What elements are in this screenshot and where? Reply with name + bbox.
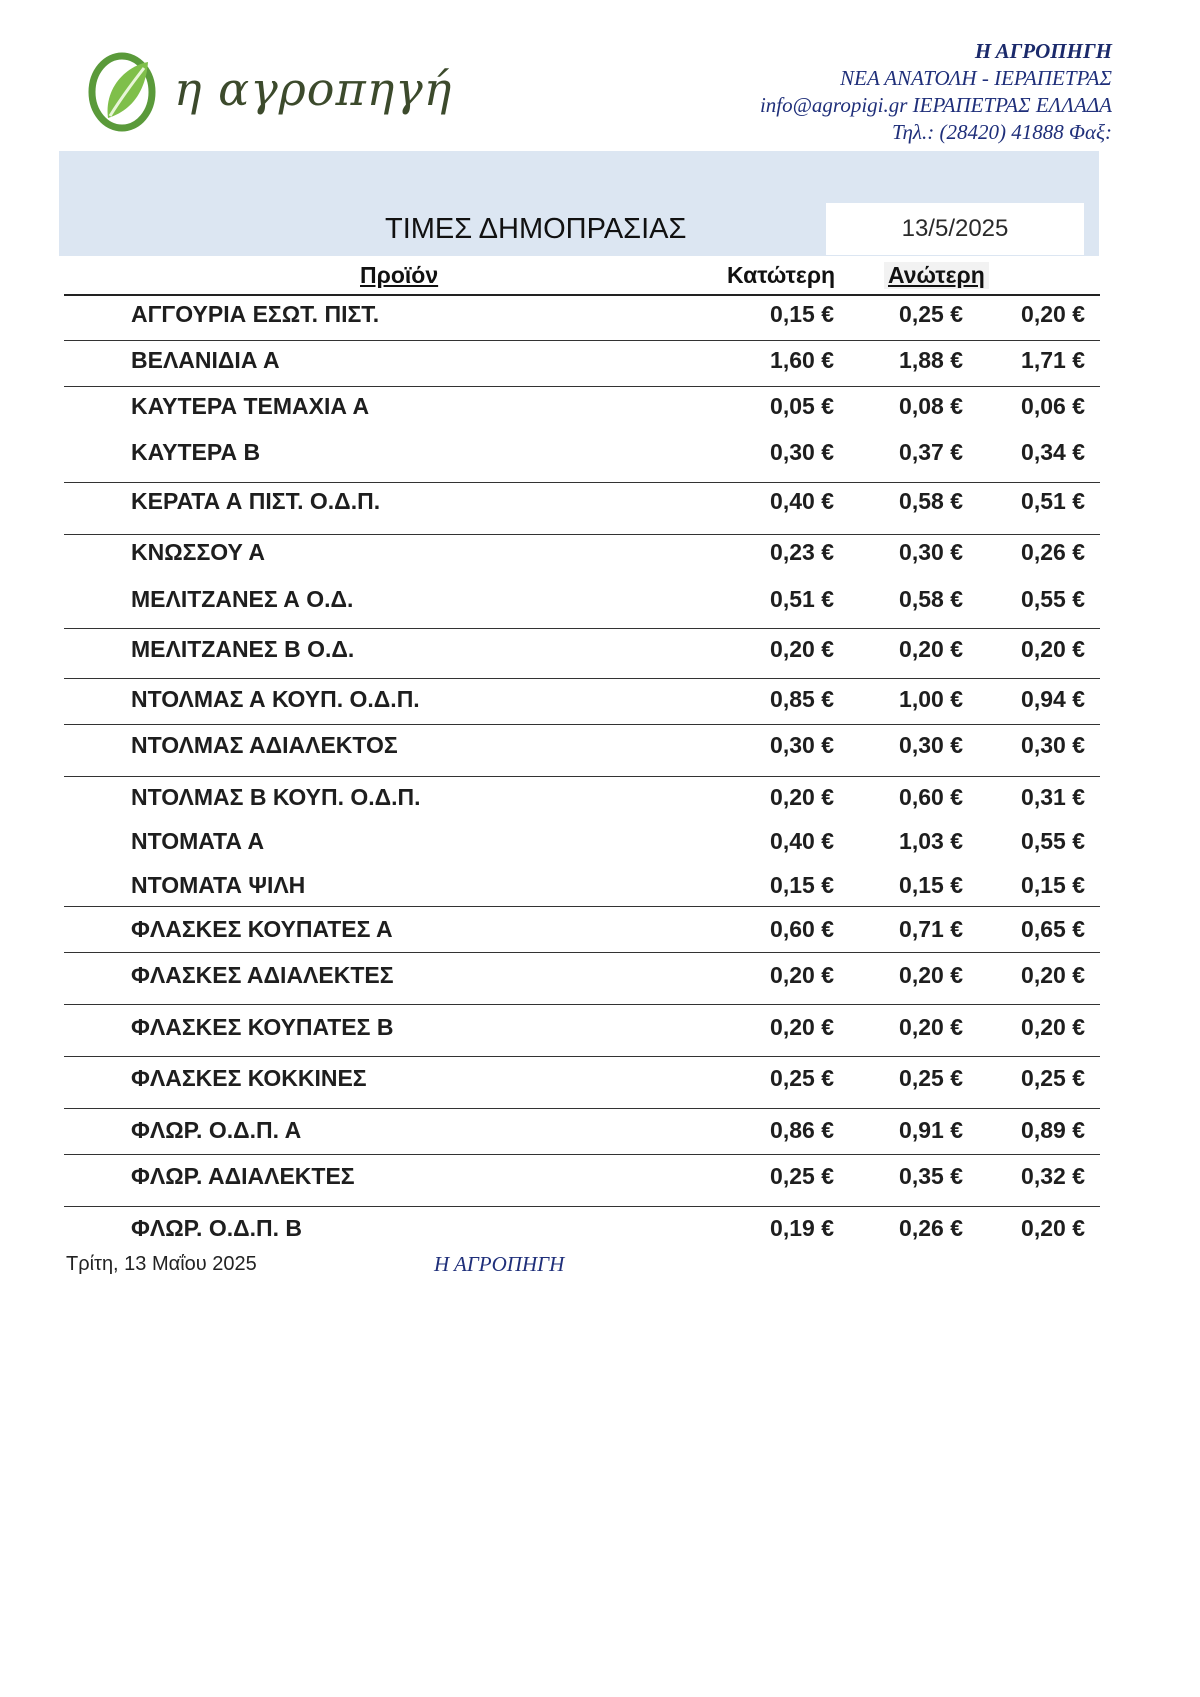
table-row (0, 872, 1200, 904)
price-average: 0,55 € (1021, 586, 1085, 612)
price-high: 0,37 € (899, 439, 963, 465)
price-low: 0,15 € (770, 872, 834, 898)
page-title: ΤΙΜΕΣ ΔΗΜΟΠΡΑΣΙΑΣ (385, 213, 687, 245)
footer-company: Η ΑΓΡΟΠΗΓΗ (434, 1252, 565, 1276)
table-row (0, 488, 1200, 520)
price-average: 0,26 € (1021, 539, 1085, 565)
price-high: 1,03 € (899, 828, 963, 854)
price-high: 0,58 € (899, 586, 963, 612)
table-row (0, 686, 1200, 718)
auction-date: 13/5/2025 (826, 203, 1084, 255)
row-divider (64, 1004, 1100, 1005)
column-header-high: Ανώτερη (884, 262, 989, 289)
price-average: 0,89 € (1021, 1117, 1085, 1143)
price-high: 0,15 € (899, 872, 963, 898)
product-name: ΝΤΟΛΜΑΣ Β ΚΟΥΠ. Ο.Δ.Π. (131, 784, 421, 810)
price-low: 0,19 € (770, 1215, 834, 1241)
price-average: 0,20 € (1021, 301, 1085, 327)
price-low: 0,20 € (770, 784, 834, 810)
price-average: 0,20 € (1021, 1014, 1085, 1040)
product-name: ΚΕΡΑΤΑ Α ΠΙΣΤ. Ο.Δ.Π. (131, 488, 381, 514)
row-divider (64, 952, 1100, 953)
price-high: 0,20 € (899, 1014, 963, 1040)
table-row (0, 393, 1200, 425)
price-average: 0,20 € (1021, 636, 1085, 662)
price-average: 0,55 € (1021, 828, 1085, 854)
column-header-low: Κατώτερη (727, 262, 836, 288)
table-row (0, 828, 1200, 860)
price-low: 0,30 € (770, 732, 834, 758)
product-name: ΦΛΩΡ. Ο.Δ.Π. Β (131, 1215, 303, 1241)
table-row (0, 962, 1200, 994)
table-row (0, 301, 1200, 333)
price-high: 0,20 € (899, 962, 963, 988)
price-average: 0,94 € (1021, 686, 1085, 712)
footer-date: Τρίτη, 13 Μαΐου 2025 (66, 1253, 257, 1275)
price-high: 0,30 € (899, 732, 963, 758)
price-high: 0,30 € (899, 539, 963, 565)
price-average: 0,51 € (1021, 488, 1085, 514)
price-high: 0,71 € (899, 916, 963, 942)
product-name: ΚΑΥΤΕΡΑ Β (131, 439, 261, 465)
price-high: 0,60 € (899, 784, 963, 810)
row-divider (64, 386, 1100, 387)
company-name: Η ΑΓΡΟΠΗΓΗ (974, 39, 1112, 63)
table-row (0, 784, 1200, 816)
price-average: 0,20 € (1021, 962, 1085, 988)
price-low: 0,25 € (770, 1065, 834, 1091)
table-row (0, 539, 1200, 571)
table-row (0, 439, 1200, 471)
price-low: 0,86 € (770, 1117, 834, 1143)
price-low: 0,20 € (770, 636, 834, 662)
table-row (0, 732, 1200, 764)
price-low: 0,20 € (770, 962, 834, 988)
table-row (0, 1163, 1200, 1195)
price-average: 0,34 € (1021, 439, 1085, 465)
company-phone: Τηλ.: (28420) 41888 Φαξ: (891, 120, 1112, 144)
table-row (0, 1215, 1200, 1247)
price-low: 0,60 € (770, 916, 834, 942)
row-divider (64, 482, 1100, 483)
row-divider (64, 1206, 1100, 1207)
product-name: ΦΛΩΡ. ΑΔΙΑΛΕΚΤΕΣ (131, 1163, 355, 1189)
price-low: 0,85 € (770, 686, 834, 712)
table-row (0, 1014, 1200, 1046)
row-divider (64, 534, 1100, 535)
table-row (0, 1117, 1200, 1149)
price-high: 1,88 € (899, 347, 963, 373)
price-average: 0,65 € (1021, 916, 1085, 942)
row-divider (64, 1056, 1100, 1057)
company-info (760, 38, 1112, 146)
price-low: 0,40 € (770, 488, 834, 514)
product-name: ΝΤΟΛΜΑΣ ΑΔΙΑΛΕΚΤΟΣ (131, 732, 398, 758)
row-divider (64, 906, 1100, 907)
row-divider (64, 724, 1100, 725)
price-low: 0,15 € (770, 301, 834, 327)
price-high: 1,00 € (899, 686, 963, 712)
price-low: 1,60 € (770, 347, 834, 373)
price-average: 0,20 € (1021, 1215, 1085, 1241)
price-high: 0,25 € (899, 1065, 963, 1091)
leaf-icon (86, 48, 166, 138)
table-row (0, 916, 1200, 948)
row-divider (64, 294, 1100, 296)
product-name: ΦΛΑΣΚΕΣ ΚΟΚΚΙΝΕΣ (131, 1065, 367, 1091)
column-header-product: Προϊόν (360, 262, 439, 288)
product-name: ΝΤΟΛΜΑΣ Α ΚΟΥΠ. Ο.Δ.Π. (131, 686, 420, 712)
row-divider (64, 1108, 1100, 1109)
row-divider (64, 340, 1100, 341)
table-row (0, 586, 1200, 618)
price-low: 0,40 € (770, 828, 834, 854)
company-location: ΝΕΑ ΑΝΑΤΟΛΗ - ΙΕΡΑΠΕΤΡΑΣ (840, 66, 1112, 90)
product-name: ΦΛΑΣΚΕΣ ΚΟΥΠΑΤΕΣ Β (131, 1014, 394, 1040)
row-divider (64, 776, 1100, 777)
price-low: 0,23 € (770, 539, 834, 565)
product-name: ΒΕΛΑΝΙΔΙΑ Α (131, 347, 280, 373)
price-low: 0,05 € (770, 393, 834, 419)
product-name: ΦΛΑΣΚΕΣ ΚΟΥΠΑΤΕΣ Α (131, 916, 393, 942)
logo-wordmark: η αγροπηγή (174, 62, 453, 116)
price-high: 0,35 € (899, 1163, 963, 1189)
product-name: ΝΤΟΜΑΤΑ ΨΙΛΗ (131, 872, 306, 898)
price-average: 0,32 € (1021, 1163, 1085, 1189)
price-average: 0,15 € (1021, 872, 1085, 898)
table-row (0, 636, 1200, 668)
table-row (0, 1065, 1200, 1097)
price-average: 0,25 € (1021, 1065, 1085, 1091)
product-name: ΝΤΟΜΑΤΑ Α (131, 828, 265, 854)
product-name: ΜΕΛΙΤΖΑΝΕΣ Α Ο.Δ. (131, 586, 354, 612)
price-low: 0,51 € (770, 586, 834, 612)
price-average: 0,06 € (1021, 393, 1085, 419)
product-name: ΚΝΩΣΣΟΥ Α (131, 539, 266, 565)
price-high: 0,91 € (899, 1117, 963, 1143)
product-name: ΑΓΓΟΥΡΙΑ ΕΣΩΤ. ΠΙΣΤ. (131, 301, 380, 327)
table-row (0, 347, 1200, 379)
price-average: 0,31 € (1021, 784, 1085, 810)
product-name: ΦΛΩΡ. Ο.Δ.Π. Α (131, 1117, 302, 1143)
product-name: ΜΕΛΙΤΖΑΝΕΣ Β Ο.Δ. (131, 636, 355, 662)
price-average: 1,71 € (1021, 347, 1085, 373)
company-logo (86, 48, 453, 138)
price-high: 0,25 € (899, 301, 963, 327)
price-high: 0,26 € (899, 1215, 963, 1241)
price-low: 0,25 € (770, 1163, 834, 1189)
price-low: 0,30 € (770, 439, 834, 465)
price-low: 0,20 € (770, 1014, 834, 1040)
row-divider (64, 1154, 1100, 1155)
row-divider (64, 628, 1100, 629)
price-high: 0,20 € (899, 636, 963, 662)
company-email[interactable]: info@agropigi.gr ΙΕΡΑΠΕΤΡΑΣ ΕΛΛΑΔΑ (759, 93, 1112, 117)
price-high: 0,08 € (899, 393, 963, 419)
row-divider (64, 678, 1100, 679)
product-name: ΦΛΑΣΚΕΣ ΑΔΙΑΛΕΚΤΕΣ (131, 962, 394, 988)
price-high: 0,58 € (899, 488, 963, 514)
price-average: 0,30 € (1021, 732, 1085, 758)
product-name: ΚΑΥΤΕΡΑ ΤΕΜΑΧΙΑ Α (131, 393, 370, 419)
